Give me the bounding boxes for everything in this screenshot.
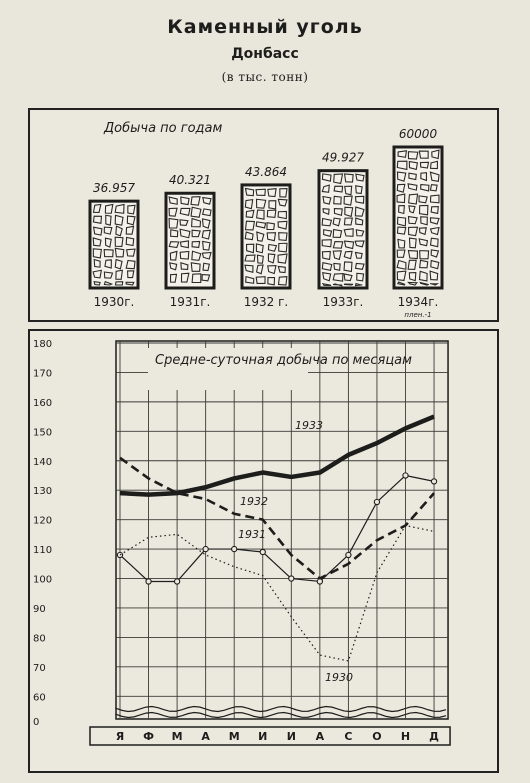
data-point-1931	[431, 479, 436, 484]
axis-break-line	[116, 707, 446, 712]
bar-chart-title: Добыча по годам	[104, 121, 223, 136]
annual-output-panel	[28, 108, 499, 322]
bar-category-label: 1930г.	[93, 295, 135, 309]
series-label-1932: 1932	[240, 495, 268, 508]
bar-category-label: 1934г.	[397, 295, 439, 309]
series-line-1933	[120, 417, 434, 495]
x-tick-label: Ф	[143, 730, 155, 743]
series-label-1933: 1933	[295, 419, 323, 432]
y-tick-label: 60	[33, 692, 46, 704]
bar	[319, 171, 367, 288]
units-note: (в тыс. тонн)	[221, 70, 309, 84]
monthly-output-panel	[28, 329, 499, 773]
y-tick-label: 140	[33, 456, 53, 468]
x-tick-label: С	[344, 730, 353, 743]
line-chart-title: Средне-суточная добыча по месяцам	[155, 353, 412, 368]
y-tick-label: 0	[33, 717, 40, 728]
x-tick-label: А	[315, 730, 325, 743]
x-tick-label: Н	[400, 730, 411, 743]
y-tick-label: 150	[33, 427, 53, 439]
bar	[394, 147, 442, 288]
bar	[90, 201, 138, 288]
x-tick-label: И	[258, 730, 268, 743]
plan-note: плен.-1	[404, 311, 432, 319]
data-point-1931	[260, 549, 265, 554]
bar-category-label: 1933г.	[322, 295, 364, 309]
y-tick-label: 80	[33, 633, 46, 645]
page-title: Каменный уголь	[167, 16, 363, 38]
data-point-1931	[403, 473, 408, 478]
bar-value-label: 36.957	[93, 181, 135, 196]
x-tick-label: М	[228, 730, 240, 743]
bar-category-label: 1931г.	[169, 295, 211, 309]
data-point-1931	[317, 579, 322, 584]
bar-frame	[166, 193, 214, 288]
y-tick-label: 100	[33, 574, 53, 586]
y-tick-label: 130	[33, 486, 53, 498]
y-tick-label: 110	[33, 545, 53, 557]
x-tick-label: Я	[115, 730, 125, 743]
data-point-1931	[146, 579, 151, 584]
data-point-1931	[232, 546, 237, 551]
bar	[166, 193, 214, 288]
y-tick-label: 160	[33, 397, 53, 409]
annual-output-chart	[30, 110, 497, 320]
y-tick-label: 170	[33, 368, 53, 380]
plot-frame	[116, 341, 448, 719]
y-tick-label: 180	[33, 339, 53, 350]
x-tick-label: Д	[429, 730, 439, 743]
data-point-1931	[346, 552, 351, 557]
bar-value-label: 40.321	[169, 173, 211, 188]
bar-value-label: 43.864	[245, 164, 287, 179]
y-tick-label: 70	[33, 662, 46, 674]
y-tick-label: 90	[33, 603, 46, 615]
x-tick-label: А	[201, 730, 210, 743]
data-point-1931	[175, 579, 180, 584]
bar-value-label: 49.927	[322, 150, 364, 165]
data-point-1931	[203, 546, 208, 551]
monthly-output-chart	[30, 331, 497, 771]
data-point-1931	[374, 499, 379, 504]
bar-category-label: 1932 г.	[243, 295, 289, 309]
series-label-1930: 1930	[325, 671, 353, 684]
x-tick-label: О	[372, 730, 382, 743]
axis-break-line	[116, 713, 446, 718]
y-tick-label: 120	[33, 515, 53, 527]
x-tick-label: М	[171, 730, 183, 743]
series-line-1931	[120, 475, 434, 581]
page-subtitle: Донбасс	[231, 46, 299, 62]
x-tick-label: И	[286, 730, 296, 743]
bar	[242, 185, 290, 288]
stone-texture	[344, 284, 353, 285]
series-label-1931: 1931	[238, 528, 266, 541]
data-point-1931	[117, 552, 122, 557]
data-point-1931	[289, 576, 294, 581]
bar-frame	[319, 171, 367, 288]
series-line-1930	[120, 526, 434, 661]
bar-value-label: 60000	[398, 127, 438, 141]
